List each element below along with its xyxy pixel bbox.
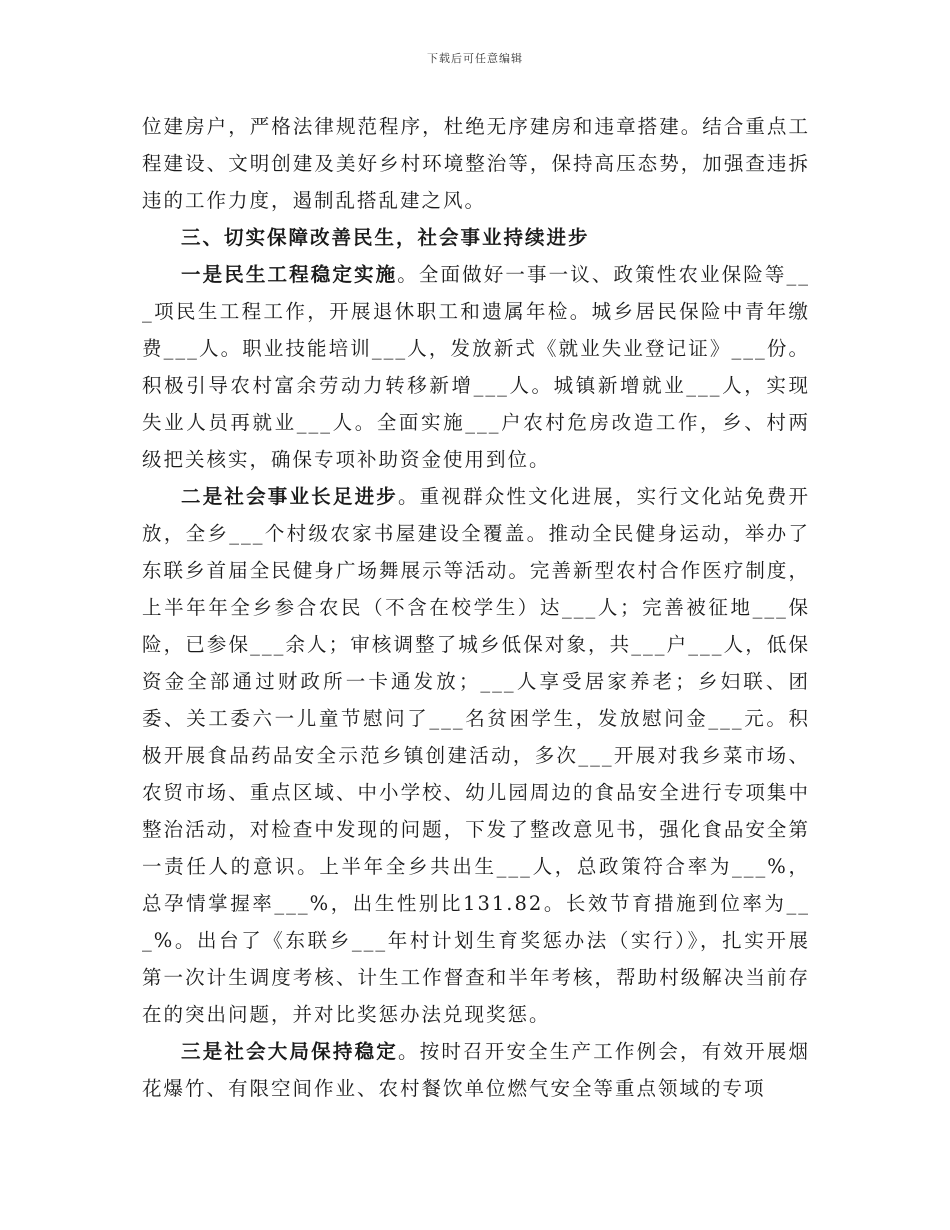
paragraph-lead: 三是社会大局保持稳定 xyxy=(181,1040,398,1063)
intro-paragraph: 位建房户，严格法律规范程序，杜绝无序建房和违章搭建。结合重点工程建设、文明创建及美好乡村环境整治等，保持高压态势，加强查违拆违的工作力度，遏制乱搭乱建之风。 xyxy=(142,115,810,212)
header-note: 下载后可任意编辑 xyxy=(427,52,523,65)
section-heading: 三、切实保障改善民生，社会事业持续进步 xyxy=(181,226,590,249)
paragraph-text: 。全面做好一事一议、政策性农业保险等___项民生工程工作，开展退休职工和遗属年检。城乡居民保险中青年缴费___人。职业技能培训___人，发放新式《就业失业登记证》___份。积极引导农村富余劳动力转移新增___人。城镇新增就业___人，实现失业人员再就业___人。全面实施___户农村危房改造工作，乡、村两级把关核实，确保专项补助资金使用到位。 xyxy=(142,263,810,471)
paragraph-item-3 xyxy=(142,1033,810,1107)
paragraph-text: 。重视群众性文化进展，实行文化站免费开放，全乡___个村级农家书屋建设全覆盖。推动全民健身运动，举办了东联乡首届全民健身广场舞展示等活动。完善新型农村合作医疗制度，上半年年全乡参合农民（不含在校学生）达___人；完善被征地___保险，已参保___余人；审核调整了城乡低保对象，共___户___人，低保资金全部通过财政所一卡通发放；___人享受居家养老；乡妇联、团委、关工委六一儿童节慰问了___名贫困学生，发放慰问金___元。积极开展食品药品安全示范乡镇创建活动，多次___开展对我乡菜市场、农贸市场、重点区域、中小学校、幼儿园周边的食品安全进行专项集中整治活动，对检查中发现的问题，下发了整改意见书，强化食品安全第一责任人的意识。上半年全乡共出生___人，总政策符合率为___%，总孕情掌握率___%，出生性别比131.82。长效节育措施到位率为___%。出台了《东联乡___年村计划生育奖惩办法（实行）》，扎实开展第一次计生调度考核、计生工作督查和半年考核，帮助村级解决当前存在的突出问题，并对比奖惩办法兑现奖惩。 xyxy=(142,485,810,1026)
paragraph-lead: 一是民生工程稳定实施 xyxy=(181,263,398,286)
page-header xyxy=(0,50,950,66)
paragraph-item-1 xyxy=(142,256,810,478)
paragraph-text: 。按时召开安全生产工作例会，有效开展烟花爆竹、有限空间作业、农村餐饮单位燃气安全等重点领域的专项 xyxy=(142,1040,810,1100)
document-body xyxy=(142,108,810,1107)
paragraph-lead: 二是社会事业长足进步 xyxy=(181,485,398,508)
paragraph-item-2 xyxy=(142,478,810,1033)
